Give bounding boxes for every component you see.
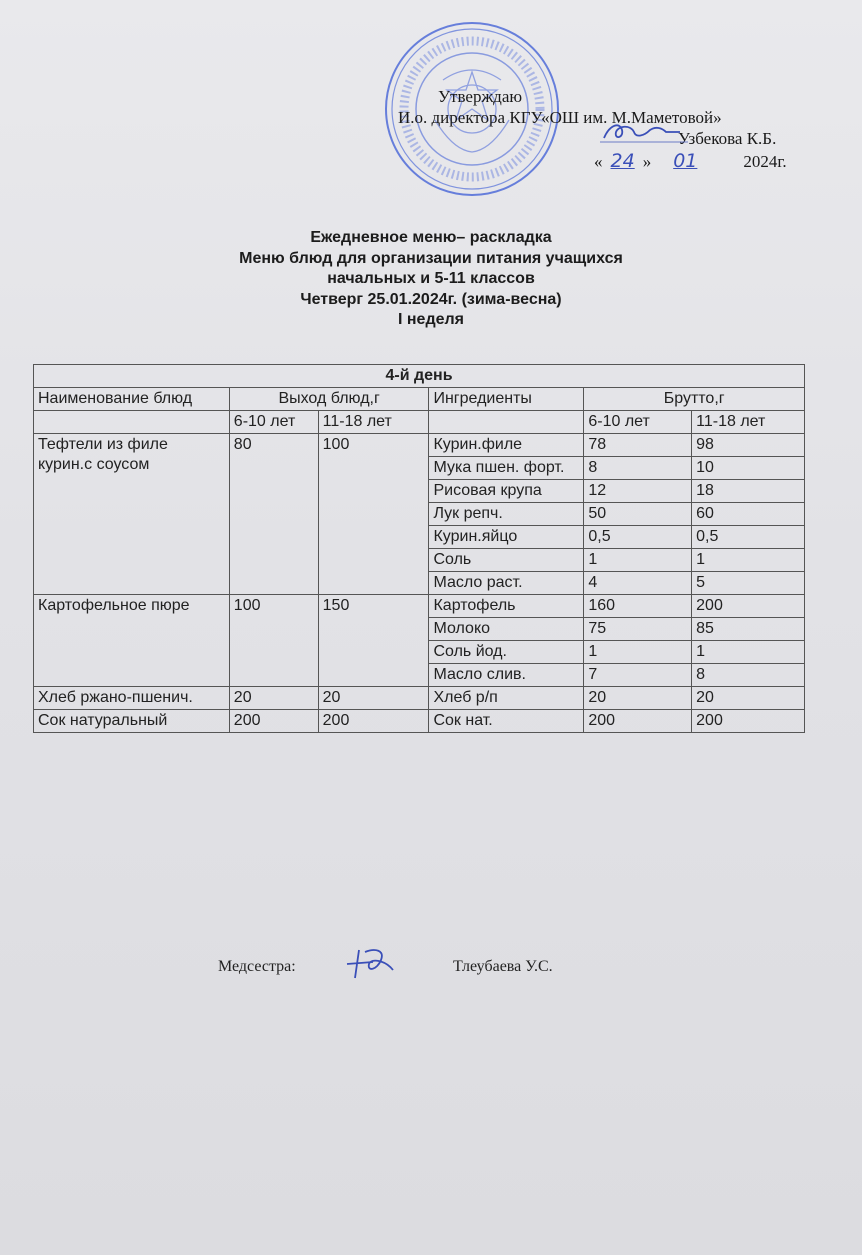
ingredient-gross-age2: 200 [692, 595, 805, 618]
ingredient-gross-age1: 160 [584, 595, 692, 618]
table-row [34, 687, 805, 710]
ingredient-name: Соль [429, 549, 584, 572]
ingredient-gross-age1: 20 [584, 687, 692, 710]
header-output-age2: 11-18 лет [318, 411, 429, 434]
approval-heading: Утверждаю [438, 87, 523, 106]
ingredient-gross-age2: 5 [692, 572, 805, 595]
table-row [34, 595, 805, 618]
approval-name: Узбекова К.Б. [678, 129, 777, 148]
table-age-row [34, 411, 805, 434]
ingredient-gross-age2: 8 [692, 664, 805, 687]
ingredient-name: Масло раст. [429, 572, 584, 595]
ingredient-name: Соль йод. [429, 641, 584, 664]
ingredient-gross-age1: 7 [584, 664, 692, 687]
ingredient-gross-age2: 20 [692, 687, 805, 710]
dish-output-age2: 150 [318, 595, 429, 687]
ingredient-gross-age1: 0,5 [584, 526, 692, 549]
dish-name: Тефтели из филе курин.с соусом [34, 434, 230, 595]
ingredient-gross-age1: 50 [584, 503, 692, 526]
dish-name: Хлеб ржано-пшенич. [34, 687, 230, 710]
ingredient-name: Молоко [429, 618, 584, 641]
ingredient-gross-age2: 1 [692, 549, 805, 572]
ingredient-gross-age2: 60 [692, 503, 805, 526]
ingredient-gross-age2: 200 [692, 710, 805, 733]
header-dish: Наименование блюд [34, 388, 230, 411]
header-gross-age2: 11-18 лет [692, 411, 805, 434]
ingredient-gross-age2: 0,5 [692, 526, 805, 549]
director-signature [600, 118, 690, 148]
ingredient-name: Курин.филе [429, 434, 584, 457]
header-ingredients: Ингредиенты [429, 388, 584, 411]
ingredient-gross-age1: 75 [584, 618, 692, 641]
dish-output-age1: 200 [229, 710, 318, 733]
dish-name: Сок натуральный [34, 710, 230, 733]
ingredient-name: Курин.яйцо [429, 526, 584, 549]
header-gross: Брутто,г [584, 388, 805, 411]
ingredient-gross-age2: 98 [692, 434, 805, 457]
approval-position: И.о. директора КГУ«ОШ им. М.Маметовой» [398, 108, 722, 127]
ingredient-name: Сок нат. [429, 710, 584, 733]
ingredient-gross-age1: 1 [584, 549, 692, 572]
ingredient-gross-age2: 1 [692, 641, 805, 664]
day-label: 4-й день [34, 365, 805, 388]
ingredient-gross-age1: 78 [584, 434, 692, 457]
header-gross-age1: 6-10 лет [584, 411, 692, 434]
approval-day: 24 [610, 150, 635, 172]
approval-year: 2024г. [743, 152, 787, 171]
nurse-label: Медсестра: [218, 958, 296, 975]
dish-output-age2: 200 [318, 710, 429, 733]
menu-title: Ежедневное меню– раскладка Меню блюд для организации питания учащихся начальных и 5-11 классов Четверг 25.01.2024г. (зима-весна) I неделя [239, 229, 623, 328]
ingredient-name: Масло слив. [429, 664, 584, 687]
dish-output-age1: 80 [229, 434, 318, 595]
dish-output-age1: 100 [229, 595, 318, 687]
ingredient-gross-age2: 85 [692, 618, 805, 641]
nurse-signature [345, 944, 401, 984]
ingredient-name: Хлеб р/п [429, 687, 584, 710]
dish-name: Картофельное пюре [34, 595, 230, 687]
ingredient-name: Лук репч. [429, 503, 584, 526]
table-header-row [34, 388, 805, 411]
ingredient-name: Мука пшен. форт. [429, 457, 584, 480]
approval-date: « 24 » 01 2024г. [594, 150, 787, 172]
ingredient-gross-age1: 4 [584, 572, 692, 595]
ingredient-gross-age2: 18 [692, 480, 805, 503]
dish-output-age1: 20 [229, 687, 318, 710]
ingredient-gross-age1: 1 [584, 641, 692, 664]
ingredient-gross-age1: 8 [584, 457, 692, 480]
ingredient-gross-age2: 10 [692, 457, 805, 480]
table-row [34, 710, 805, 733]
ingredient-gross-age1: 200 [584, 710, 692, 733]
ingredient-gross-age1: 12 [584, 480, 692, 503]
dish-output-age2: 100 [318, 434, 429, 595]
table-row [34, 434, 805, 457]
nurse-name: Тлеубаева У.С. [453, 958, 553, 975]
header-output-age1: 6-10 лет [229, 411, 318, 434]
dish-output-age2: 20 [318, 687, 429, 710]
table-day-row [34, 365, 805, 388]
ingredient-name: Рисовая крупа [429, 480, 584, 503]
header-output: Выход блюд,г [229, 388, 429, 411]
ingredient-name: Картофель [429, 595, 584, 618]
menu-table [33, 364, 805, 733]
approval-month: 01 [673, 150, 698, 172]
